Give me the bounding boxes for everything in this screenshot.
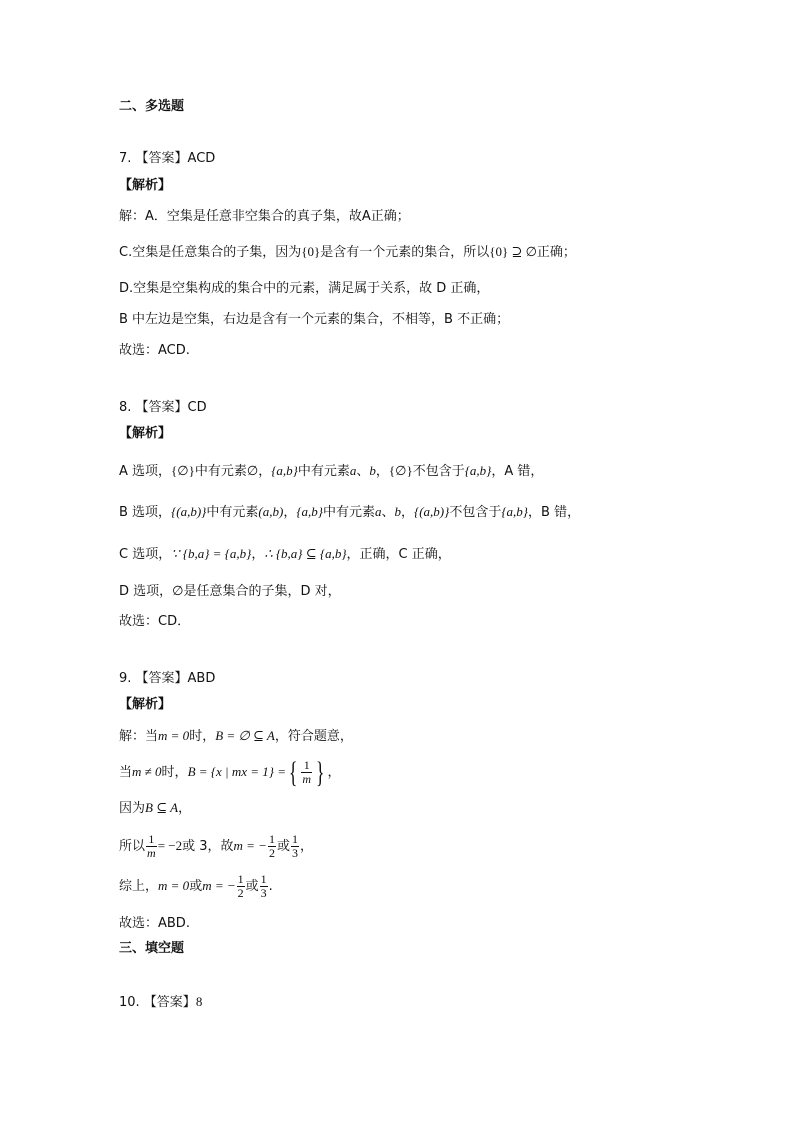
math: B ⊆ A — [145, 800, 179, 815]
text: 或 3，故 — [182, 839, 234, 854]
text: 因为 — [119, 801, 146, 816]
math: m = 0 — [158, 878, 190, 893]
math: {a,b} — [271, 463, 298, 478]
math: ∅ — [246, 463, 259, 478]
denominator: m — [302, 772, 312, 786]
numerator: 1 — [268, 832, 275, 846]
fraction-1-over-m — [301, 759, 312, 786]
denominator: 2 — [268, 846, 275, 860]
math: ∴ {b,a} ⊆ {a,b} — [264, 546, 347, 561]
math: {a,b} — [501, 504, 529, 519]
q9-line-end: 故选：ABD. — [119, 916, 190, 931]
fraction-1-over-3 — [260, 873, 268, 900]
text: 或 — [245, 879, 259, 894]
q9-line1 — [119, 727, 353, 746]
q9-line4 — [119, 829, 313, 864]
numerator: 1 — [237, 872, 244, 886]
text: 是任意集合的子集，D 对， — [183, 584, 341, 599]
text: 时， — [161, 765, 188, 780]
math: ∵ {b,a} = {a,b} — [171, 546, 252, 561]
q9-line5 — [119, 869, 273, 904]
text: 中有元素 — [194, 464, 247, 479]
text: 综上， — [119, 879, 159, 894]
q7-answer: 7. 【答案】ACD — [119, 151, 216, 166]
numerator: 1 — [146, 833, 157, 847]
text: 、 — [381, 505, 395, 520]
q7-line2-text-a: C.空集是任意集合的子集，因为 — [119, 245, 302, 260]
q9-analysis-label: 【解析】 — [119, 697, 172, 712]
q7-line2-set: {0} — [301, 244, 321, 259]
text: ，符合题意， — [274, 729, 353, 744]
math: b — [394, 504, 402, 519]
text: 不包含于 — [412, 464, 465, 479]
text: ， — [299, 839, 313, 854]
math: {∅} — [171, 463, 195, 478]
q7-analysis-label: 【解析】 — [119, 178, 172, 193]
math: B = {x | mx = 1} = — [187, 764, 286, 779]
text: 中有元素 — [322, 505, 375, 520]
text: C 选项， — [119, 547, 172, 562]
text: ， — [258, 464, 272, 479]
text: ，正确，C 正确， — [346, 547, 451, 562]
q9-line2 — [119, 754, 340, 791]
math: m = − — [233, 838, 267, 853]
q10-answer — [119, 993, 202, 1012]
numerator: 1 — [291, 832, 298, 846]
denominator: 2 — [237, 886, 244, 900]
q8-analysis-label: 【解析】 — [119, 426, 172, 441]
math: a — [349, 463, 357, 478]
math: (a,b) — [258, 504, 284, 519]
q8-line-c — [119, 545, 451, 564]
fraction-1-over-2 — [268, 833, 276, 860]
text: ， — [327, 765, 341, 780]
q10-answer-prefix: 10. 【答案】 — [119, 995, 196, 1010]
math: B = ∅ ⊆ A — [215, 728, 275, 743]
text: 中有元素 — [297, 464, 350, 479]
q7-line4: B 中左边是空集，右边是含有一个元素的集合，不相等，B 不正确； — [119, 312, 510, 327]
text: . — [268, 879, 273, 894]
math: {a,b} — [296, 504, 323, 519]
math: {a,b} — [464, 463, 492, 478]
math: ∅ — [172, 583, 184, 598]
text: 不包含于 — [449, 505, 502, 520]
math: {∅} — [388, 463, 413, 478]
q7-line2-text-c: 正确； — [536, 245, 576, 260]
text: 中有元素 — [206, 505, 259, 520]
q7-line3: D.空集是空集构成的集合中的元素，满足属于关系，故 D 正确， — [119, 281, 490, 296]
math: m = 0 — [158, 728, 190, 743]
left-brace: { — [288, 755, 298, 789]
text: 或 — [276, 839, 290, 854]
text: 、 — [356, 464, 370, 479]
denominator: m — [147, 846, 156, 860]
section-title-fill-blank: 三、填空题 — [119, 941, 185, 956]
denominator: 3 — [260, 886, 267, 900]
q7-line2-text-b: 是含有一个元素的集合，所以 — [320, 245, 490, 260]
text: ， — [251, 547, 265, 562]
fraction-1-over-3 — [291, 833, 299, 860]
text: A 选项， — [119, 464, 172, 479]
math: {(a,b)} — [414, 504, 450, 519]
text: B 选项， — [119, 505, 172, 520]
section-title-multi-choice: 二、多选题 — [119, 99, 185, 114]
numerator: 1 — [260, 872, 267, 886]
math: {(a,b)} — [171, 504, 207, 519]
q7-line5: 故选：ACD. — [119, 343, 190, 358]
math: a — [375, 504, 382, 519]
right-brace: } — [315, 755, 325, 789]
q9-answer: 9. 【答案】ABD — [119, 671, 216, 686]
text: ，A 错， — [491, 464, 544, 479]
text: 解：当 — [119, 729, 159, 744]
q8-line-end: 故选：CD． — [119, 614, 191, 629]
math: = −2 — [157, 838, 183, 853]
math: m ≠ 0 — [132, 764, 162, 779]
q8-line-d — [119, 582, 341, 601]
math: b — [369, 463, 376, 478]
fraction-1-over-m — [146, 833, 157, 860]
numerator: 1 — [301, 759, 312, 773]
q8-answer: 8. 【答案】CD — [119, 400, 207, 415]
q8-line-b — [119, 503, 580, 522]
math: m = − — [202, 878, 236, 893]
q7-line1: 解：A．空集是任意非空集合的真子集，故A正确； — [119, 209, 410, 224]
q7-line2-expr: {0} ⊇ ∅ — [489, 244, 537, 259]
text: 所以 — [119, 839, 146, 854]
text: 或 — [189, 879, 203, 894]
q10-answer-value: 8 — [195, 994, 203, 1009]
text: ， — [178, 801, 192, 816]
q8-line-a — [119, 462, 543, 481]
text: 时， — [189, 729, 216, 744]
text: D 选项， — [119, 584, 173, 599]
text: 当 — [119, 765, 133, 780]
text: ， — [401, 505, 415, 520]
text: ，B 错， — [528, 505, 581, 520]
denominator: 3 — [291, 846, 298, 860]
fraction-1-over-2 — [237, 873, 245, 900]
text: ， — [283, 505, 297, 520]
q9-line3 — [119, 799, 191, 818]
q7-line2 — [119, 243, 576, 262]
text: ， — [375, 464, 389, 479]
